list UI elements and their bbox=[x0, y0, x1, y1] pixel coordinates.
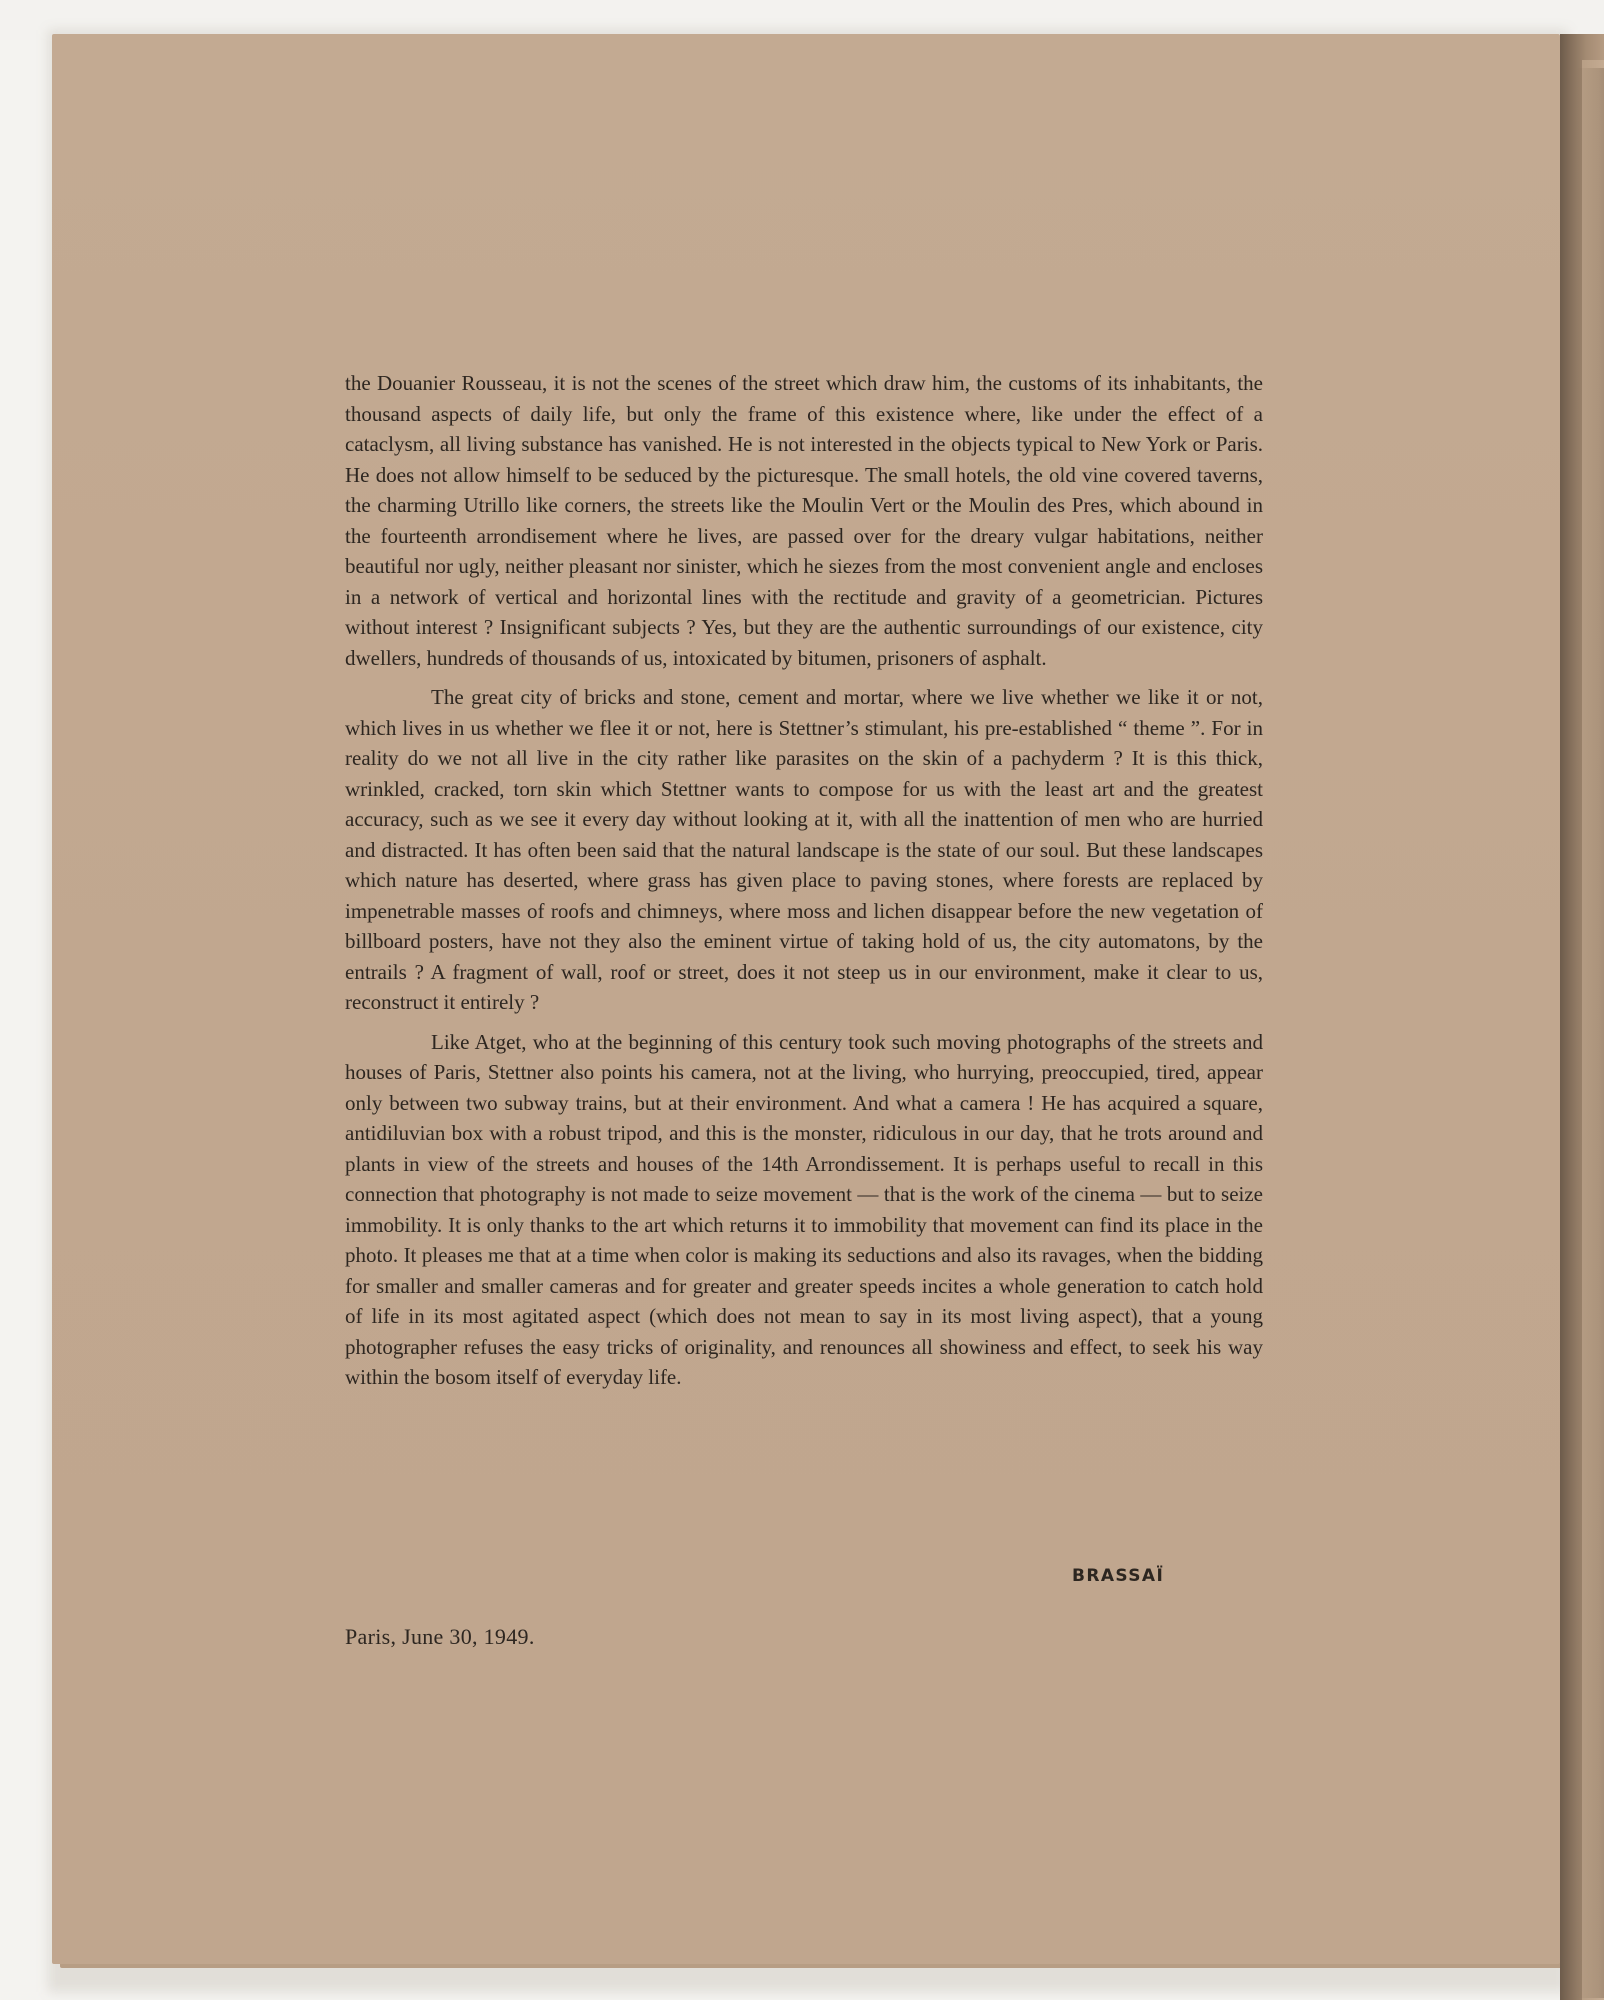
paragraph-3: Like Atget, who at the beginning of this century took such moving photographs of the streets and houses of Paris, Stettner also points his camera, not at the living, who hurrying, preoccupied, tired, appear only between two subway trains, but at their environment. And what a camera ! He has acquired a square, antidiluvian box with a robust tripod, and this is the monster, ridiculous in our day, that he trots around and plants in view of the streets and houses of the 14th Arrondissement. It is perhaps useful to recall in this connection that photography is not made to seize movement — that is the work of the cinema — but to seize immobility. It is only thanks to the art which returns it to immobility that movement can find its place in the photo. It pleases me that at a time when color is making its seductions and also its ravages, when the bidding for smaller and smaller cameras and for greater and greater speeds incites a whole generation to catch hold of life in its most agitated aspect (which does not mean to say in its most living aspect), that a young photographer refuses the easy tricks of originality, and renounces all showiness and effect, to seek his way within the bosom itself of everyday life. bbox=[345, 1029, 1263, 1389]
dateline: Paris, June 30, 1949. bbox=[345, 1624, 535, 1649]
paragraph-2: The great city of bricks and stone, cement and mortar, where we live whether we like it or not, which lives in us whether we flee it or not, here is Stettner’s stimulant, his pre-established “ theme ”. For in reality do we not all live in the city rather like parasites on the skin of a pachyderm ? It is this thick, wrinkled, cracked, torn skin which Stettner wants to compose for us with the least art and the greatest accuracy, such as we see it every day without looking at it, with all the inattention of men who are hurried and distracted. It has often been said that the natural landscape is the state of our soul. But these landscapes which nature has deserted, where grass has given place to paving stones, where forests are replaced by impenetrable masses of roofs and chimneys, where moss and lichen disappear before the new vegetation of billboard posters, have not they also the eminent virtue of taking hold of us, the city automatons, by the entrails ? A fragment of wall, roof or street, does it not steep us in our environment, make it clear to us, reconstruct it entirely ? bbox=[345, 685, 1263, 1014]
essay-text bbox=[345, 368, 1263, 1393]
fold-shadow bbox=[1577, 68, 1604, 1998]
author-signature: BRASSAÏ bbox=[1072, 1566, 1165, 1586]
paragraph-1: the Douanier Rousseau, it is not the scenes of the street which draw him, the customs of its inhabitants, the thousand aspects of daily life, but only the frame of this existence where, like under the effect of a cataclysm, all living substance has vanished. He is not interested in the objects typical to New York or Paris. He does not allow himself to be seduced by the picturesque. The small hotels, the old vine covered taverns, the charming Utrillo like corners, the streets like the Moulin Vert or the Moulin des Pres, which abound in the fourteenth arrondisement where he lives, are passed over for the dreary vulgar habitations, neither beautiful nor ugly, neither pleasant nor sinister, which he siezes from the most convenient angle and encloses in a network of vertical and horizontal lines with the rectitude and gravity of a geometrician. Pictures without interest ? Insignificant subjects ? Yes, but they are the authentic surroundings of our existence, city dwellers, hundreds of thousands of us, intoxicated by bitumen, prisoners of asphalt. bbox=[345, 371, 1263, 670]
